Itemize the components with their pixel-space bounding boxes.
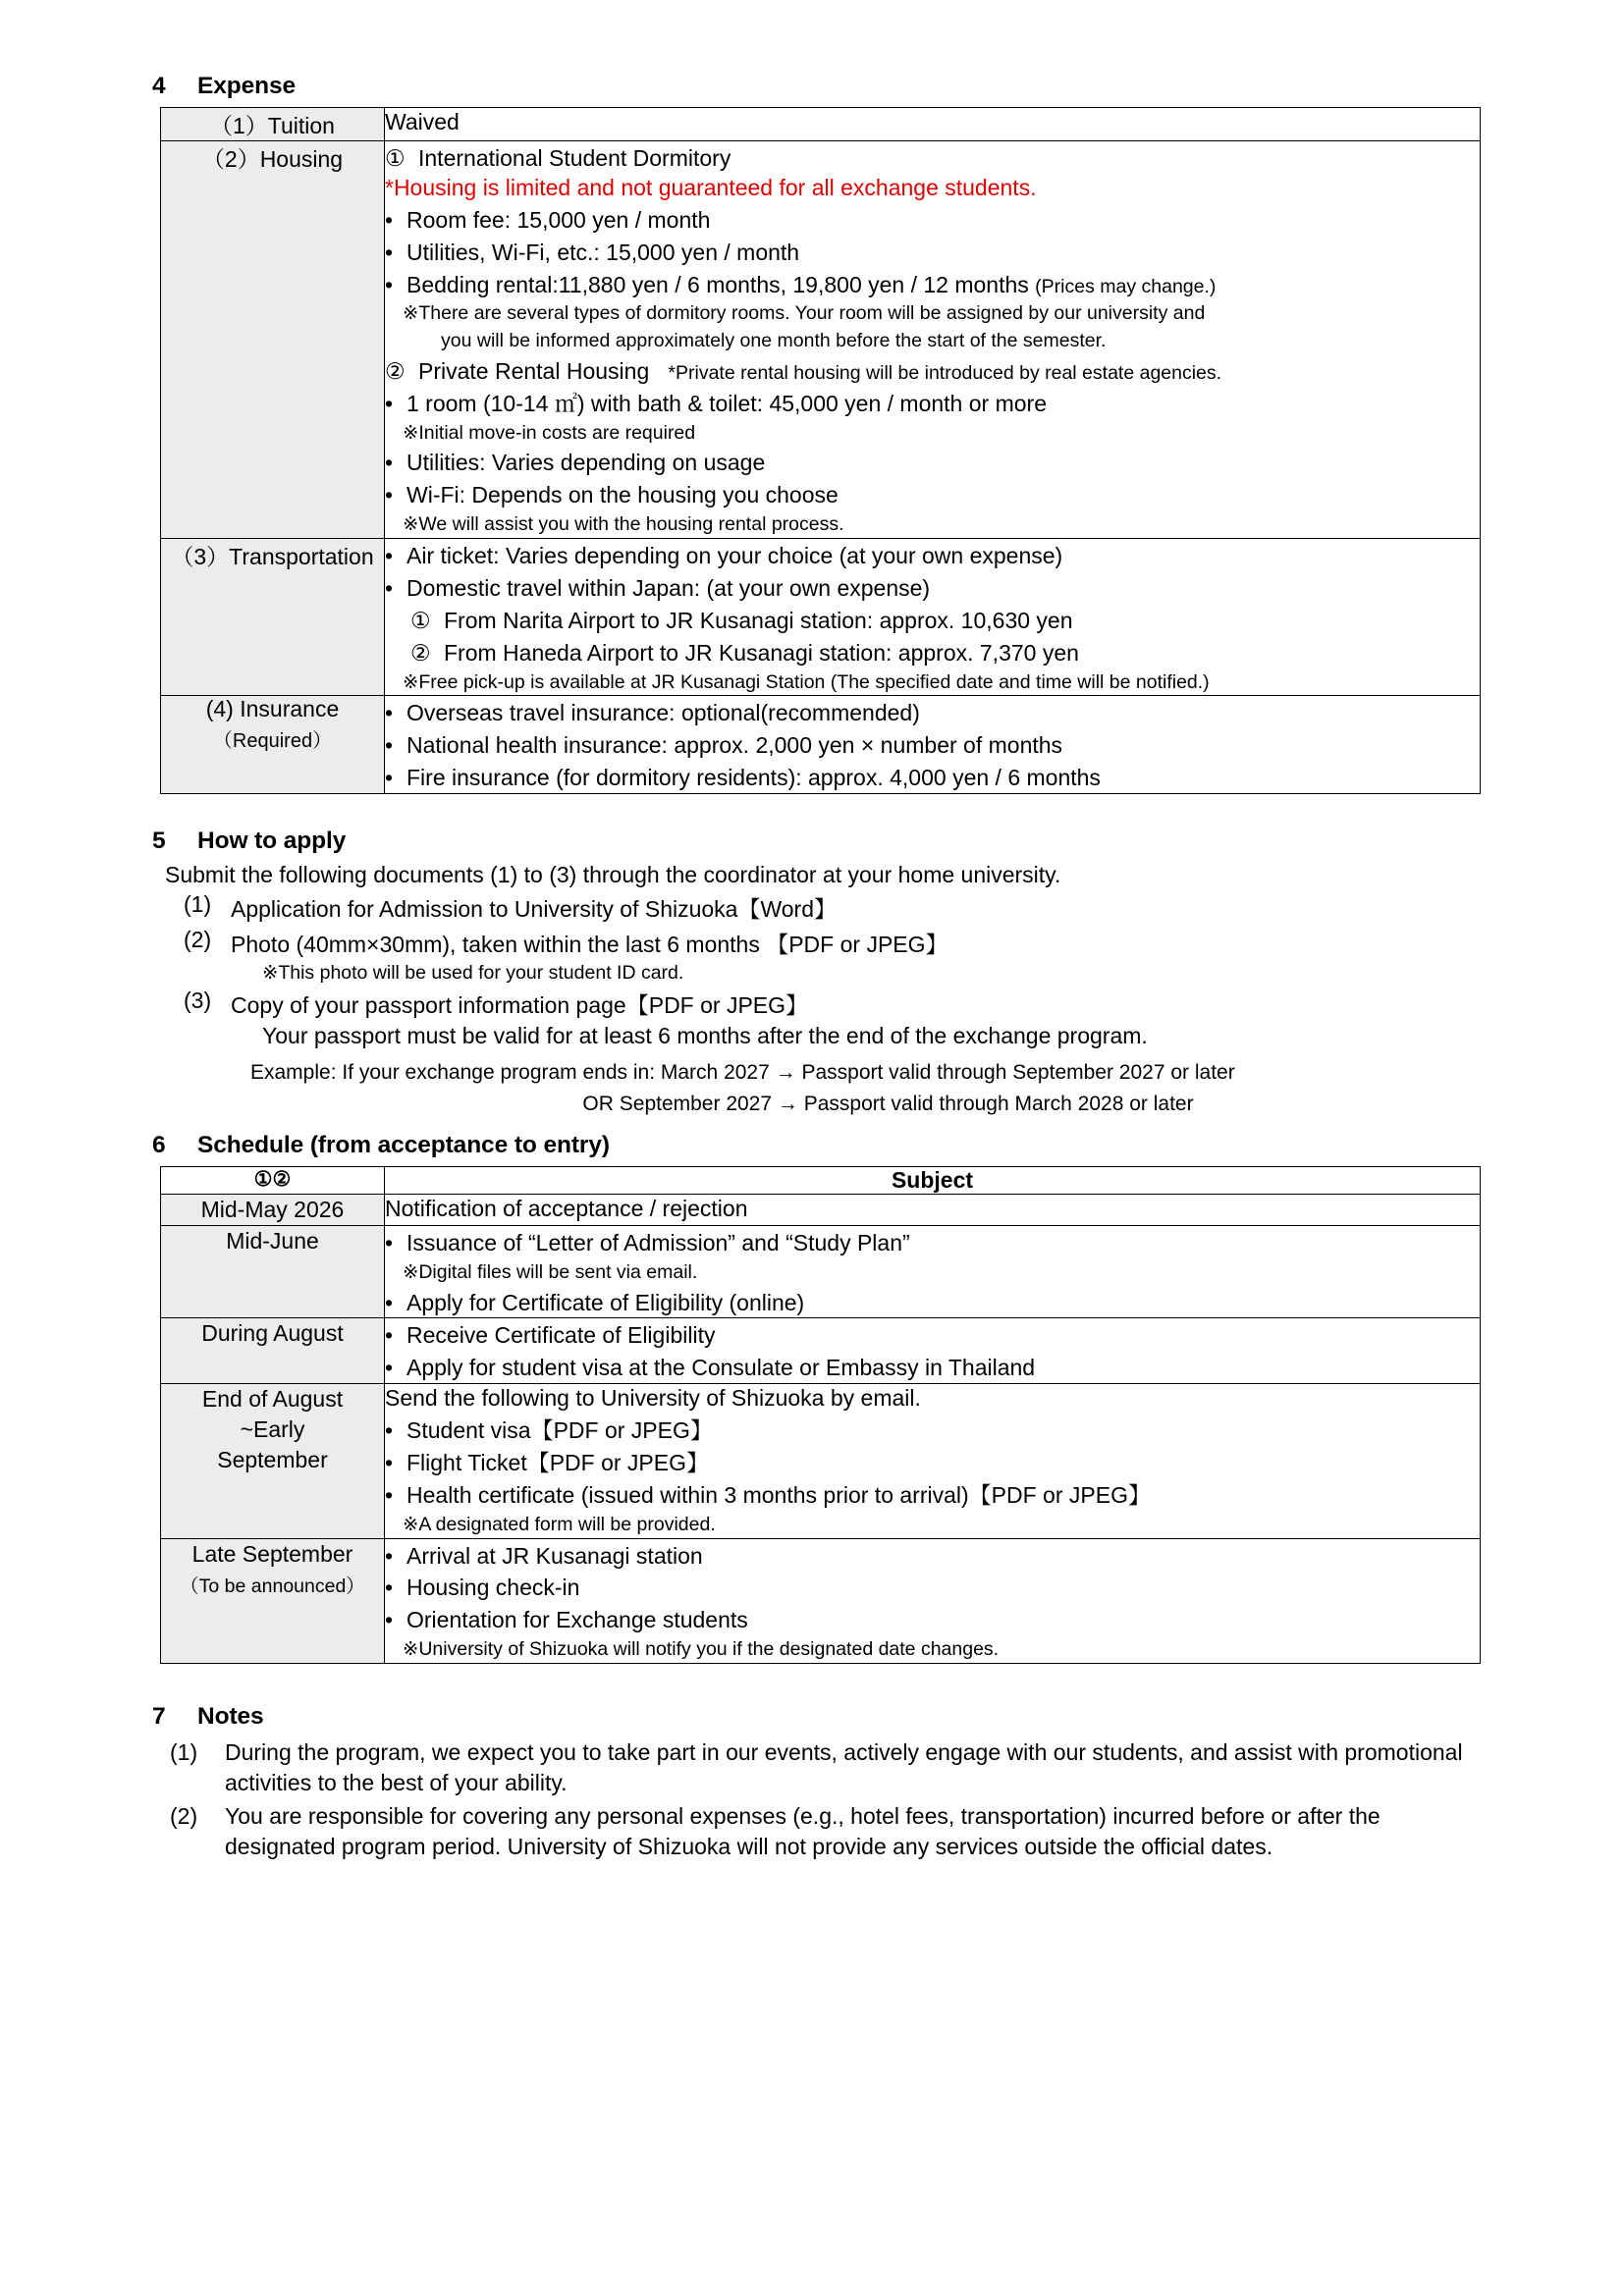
- schedule-period-0: Mid-May 2026: [161, 1194, 385, 1225]
- notes-item-1: [170, 1737, 1477, 1797]
- schedule-line: Notification of acceptance / rejection: [385, 1195, 748, 1221]
- bullet-dot-icon: •: [385, 1607, 394, 1633]
- apply-item-text: Application for Admission to University of Shizuoka【Word】: [231, 895, 838, 922]
- move-in-note: ※Initial move-in costs are required: [403, 421, 696, 444]
- section-number: 4: [152, 73, 166, 99]
- insurance-label-main: (4) Insurance: [205, 696, 340, 722]
- notes-item-marker: (2): [170, 1803, 198, 1830]
- apply-intro-text: Submit the following documents (1) to (3) through the coordinator at your home university.: [165, 861, 1061, 887]
- notes-item-text: During the program, we expect you to take part in our events, actively engage with our students, and assist with promotional activities to the best of your ability.: [225, 1738, 1463, 1795]
- schedule-table: [160, 1166, 1481, 1664]
- schedule-period-line-2: ~Early: [240, 1416, 305, 1443]
- schedule-period-line-1: Late September: [191, 1540, 353, 1567]
- circled-number-1: ①: [410, 607, 431, 633]
- section-title: Schedule (from acceptance to entry): [197, 1131, 610, 1158]
- dorm-heading-text: International Student Dormitory: [418, 145, 731, 171]
- schedule-bullet: [385, 1574, 1480, 1603]
- passport-example-line-1: Example: If your exchange program ends in: March 2027 → Passport valid through September 2027 or later: [250, 1060, 1235, 1084]
- private-heading-text: [418, 357, 1480, 387]
- schedule-bullet: [385, 1542, 1480, 1572]
- table-row: [161, 1538, 1481, 1663]
- bullet-dot-icon: •: [385, 574, 394, 601]
- section-heading-schedule: [152, 1132, 1477, 1159]
- insurance-bullet-overseas: [385, 699, 1480, 728]
- bullet-dot-icon: •: [385, 482, 394, 508]
- apply-item-text: Photo (40mm×30mm), taken within the last 6 months 【PDF or JPEG】: [231, 931, 948, 957]
- schedule-bullet: [385, 1416, 1480, 1446]
- circled-number-2: ②: [410, 639, 431, 666]
- private-utilities-text: Utilities: Varies depending on usage: [406, 450, 766, 476]
- expense-label-housing: （2）Housing: [161, 141, 385, 539]
- schedule-note: ※A designated form will be provided.: [403, 1513, 716, 1535]
- circled-number-2: ②: [385, 357, 406, 384]
- overseas-insurance-text: Overseas travel insurance: optional(recommended): [406, 700, 920, 726]
- transport-bullet-domestic: [385, 574, 1480, 604]
- bullet-dot-icon: •: [385, 700, 394, 726]
- expense-label-insurance: [161, 696, 385, 794]
- schedule-line: Send the following to University of Shizuoka by email.: [385, 1385, 921, 1412]
- expense-value-housing: [385, 141, 1481, 539]
- insurance-bullet-national: [385, 731, 1480, 761]
- schedule-header-period: ①②: [161, 1166, 385, 1194]
- schedule-line: Receive Certificate of Eligibility: [406, 1322, 716, 1349]
- bullet-dot-icon: •: [385, 765, 394, 791]
- schedule-line: Apply for Certificate of Eligibility (online): [406, 1289, 805, 1315]
- bullet-dot-icon: •: [385, 271, 394, 297]
- expense-label-transportation: （3）Transportation: [161, 538, 385, 695]
- apply-item-marker: (1): [184, 890, 212, 917]
- housing-bullet-room-fee: [385, 206, 1480, 236]
- section-heading-how-to-apply: [152, 828, 1477, 855]
- apply-item-marker: (3): [184, 987, 212, 1013]
- schedule-note: ※University of Shizuoka will notify you if the designated date changes.: [403, 1638, 1000, 1661]
- schedule-bullet: [385, 1449, 1480, 1478]
- bedding-main: Bedding rental:11,880 yen / 6 months, 19,800 yen / 12 months: [406, 271, 1029, 297]
- section-title: How to apply: [197, 827, 347, 854]
- table-row: [161, 141, 1481, 539]
- schedule-line: Orientation for Exchange students: [406, 1607, 748, 1633]
- housing-bullet-bedding: [385, 271, 1480, 300]
- schedule-bullet: [385, 1229, 1480, 1258]
- expense-value-insurance: [385, 696, 1481, 794]
- private-heading-main: Private Rental Housing: [418, 357, 650, 384]
- dorm-note-line-2: you will be informed approximately one month before the start of the semester.: [441, 330, 1107, 352]
- schedule-subject-0: [385, 1194, 1481, 1225]
- housing-warning: *Housing is limited and not guaranteed for all exchange students.: [385, 174, 1037, 200]
- section-title: Notes: [197, 1702, 264, 1730]
- housing-bullet-private-room: [385, 390, 1480, 419]
- notes-item-2: [170, 1801, 1477, 1861]
- schedule-subject-2: [385, 1318, 1481, 1384]
- apply-item-text: Copy of your passport information page【PDF or JPEG】: [231, 991, 809, 1018]
- private-heading-line: [385, 357, 1480, 387]
- schedule-line: Housing check-in: [406, 1575, 580, 1601]
- apply-item-1: [184, 891, 1477, 924]
- insurance-label-sub: （Required）: [212, 730, 333, 753]
- section-number: 6: [152, 1131, 166, 1158]
- table-row: [161, 108, 1481, 141]
- table-row: [161, 1318, 1481, 1384]
- domestic-travel-text: Domestic travel within Japan: (at your own expense): [406, 574, 931, 601]
- schedule-subject-4: [385, 1538, 1481, 1663]
- schedule-note: ※Digital files will be sent via email.: [403, 1260, 698, 1283]
- schedule-header-subject: Subject: [385, 1166, 1481, 1194]
- private-room-text: 1 room (10-14 ㎡) with bath & toilet: 45,000 yen / month or more: [406, 390, 1047, 416]
- bullet-dot-icon: •: [385, 1481, 394, 1508]
- expense-value-transportation: [385, 538, 1481, 695]
- bullet-dot-icon: •: [385, 239, 394, 265]
- schedule-bullet: [385, 1289, 1480, 1318]
- schedule-subject-1: [385, 1225, 1481, 1318]
- section-number: 5: [152, 827, 166, 854]
- housing-bullet-private-utilities: [385, 449, 1480, 478]
- private-heading-note: *Private rental housing will be introduced by real estate agencies.: [668, 361, 1222, 384]
- bullet-dot-icon: •: [385, 1289, 394, 1315]
- passport-example-line-2: OR September 2027 → Passport valid through March 2028 or later: [582, 1092, 1194, 1115]
- transport-bullet-air-ticket: [385, 542, 1480, 571]
- bedding-text: [406, 271, 1480, 300]
- table-row: [161, 1194, 1481, 1225]
- insurance-bullet-fire: [385, 764, 1480, 793]
- apply-item-3-continuation: Your passport must be valid for at least 6 months after the end of the exchange program.: [262, 1022, 1148, 1048]
- national-insurance-text: National health insurance: approx. 2,000 yen × number of months: [406, 732, 1063, 759]
- notes-item-marker: (1): [170, 1738, 198, 1765]
- dorm-note-line-1: ※There are several types of dormitory rooms. Your room will be assigned by our university and: [403, 302, 1206, 325]
- air-ticket-text: Air ticket: Varies depending on your choice (at your own expense): [406, 542, 1063, 568]
- dorm-heading-line: [385, 144, 1480, 174]
- table-header-row: [161, 1166, 1481, 1194]
- bedding-price-note: (Prices may change.): [1035, 275, 1217, 297]
- schedule-period-3: [161, 1384, 385, 1538]
- apply-item-3: [184, 988, 1477, 1020]
- schedule-line: Student visa【PDF or JPEG】: [406, 1417, 713, 1444]
- table-row: [161, 1225, 1481, 1318]
- bullet-dot-icon: •: [385, 732, 394, 759]
- housing-bullet-utilities: [385, 239, 1480, 268]
- fire-insurance-text: Fire insurance (for dormitory residents): approx. 4,000 yen / 6 months: [406, 765, 1101, 791]
- bullet-dot-icon: •: [385, 1450, 394, 1476]
- schedule-line: Issuance of “Letter of Admission” and “Study Plan”: [406, 1229, 910, 1255]
- schedule-bullet: [385, 1321, 1480, 1351]
- notes-item-text: You are responsible for covering any personal expenses (e.g., hotel fees, transportation) incurred before or after the designated program period. University of Shizuoka will not provide any services outside the official dates.: [225, 1803, 1380, 1859]
- schedule-line: Arrival at JR Kusanagi station: [406, 1542, 703, 1569]
- schedule-period-4: [161, 1538, 385, 1663]
- schedule-bullet: [385, 1606, 1480, 1635]
- schedule-line: Health certificate (issued within 3 months prior to arrival)【PDF or JPEG】: [406, 1481, 1151, 1508]
- pickup-note: ※Free pick-up is available at JR Kusanagi Station (The specified date and time will be notified.): [403, 670, 1210, 693]
- bullet-dot-icon: •: [385, 1575, 394, 1601]
- section-heading-expense: [152, 73, 1477, 100]
- schedule-line: Apply for student visa at the Consulate or Embassy in Thailand: [406, 1355, 1036, 1381]
- section-heading-notes: [152, 1703, 1477, 1731]
- bullet-dot-icon: •: [385, 206, 394, 233]
- schedule-period-1: Mid-June: [161, 1225, 385, 1318]
- bullet-dot-icon: •: [385, 1542, 394, 1569]
- apply-item-2: [184, 927, 1477, 959]
- apply-item-2-note: ※This photo will be used for your student ID card.: [262, 961, 684, 984]
- schedule-period-tba: （To be announced）: [180, 1575, 365, 1597]
- utilities-text: Utilities, Wi-Fi, etc.: 15,000 yen / month: [406, 239, 800, 265]
- tuition-value: Waived: [385, 109, 460, 134]
- table-row: [161, 538, 1481, 695]
- expense-table: [160, 107, 1481, 794]
- section-number: 7: [152, 1702, 166, 1730]
- transport-haneda-line: [385, 639, 1480, 668]
- table-row: [161, 1384, 1481, 1538]
- bullet-dot-icon: •: [385, 1355, 394, 1381]
- room-fee-text: Room fee: 15,000 yen / month: [406, 206, 711, 233]
- housing-assist-note: ※We will assist you with the housing rental process.: [403, 513, 844, 536]
- bullet-dot-icon: •: [385, 1322, 394, 1349]
- narita-fare-text: From Narita Airport to JR Kusanagi station: approx. 10,630 yen: [444, 607, 1073, 633]
- expense-value-tuition: [385, 108, 1481, 141]
- schedule-period-line-1: End of August: [201, 1386, 344, 1413]
- bullet-dot-icon: •: [385, 450, 394, 476]
- expense-label-tuition: （1）Tuition: [161, 108, 385, 141]
- housing-bullet-private-wifi: [385, 481, 1480, 510]
- private-wifi-text: Wi-Fi: Depends on the housing you choose: [406, 482, 839, 508]
- section-title: Expense: [197, 73, 297, 99]
- schedule-period-line-3: September: [217, 1447, 328, 1473]
- haneda-fare-text: From Haneda Airport to JR Kusanagi station: approx. 7,370 yen: [444, 639, 1079, 666]
- bullet-dot-icon: •: [385, 542, 394, 568]
- schedule-period-2: During August: [161, 1318, 385, 1384]
- schedule-bullet: [385, 1354, 1480, 1383]
- transport-narita-line: [385, 607, 1480, 636]
- schedule-subject-3: [385, 1384, 1481, 1538]
- bullet-dot-icon: •: [385, 1417, 394, 1444]
- apply-item-marker: (2): [184, 926, 212, 952]
- bullet-dot-icon: •: [385, 1229, 394, 1255]
- circled-number-1: ①: [385, 145, 406, 171]
- schedule-line: Flight Ticket【PDF or JPEG】: [406, 1450, 710, 1476]
- bullet-dot-icon: •: [385, 390, 394, 416]
- table-row: [161, 696, 1481, 794]
- schedule-bullet: [385, 1481, 1480, 1511]
